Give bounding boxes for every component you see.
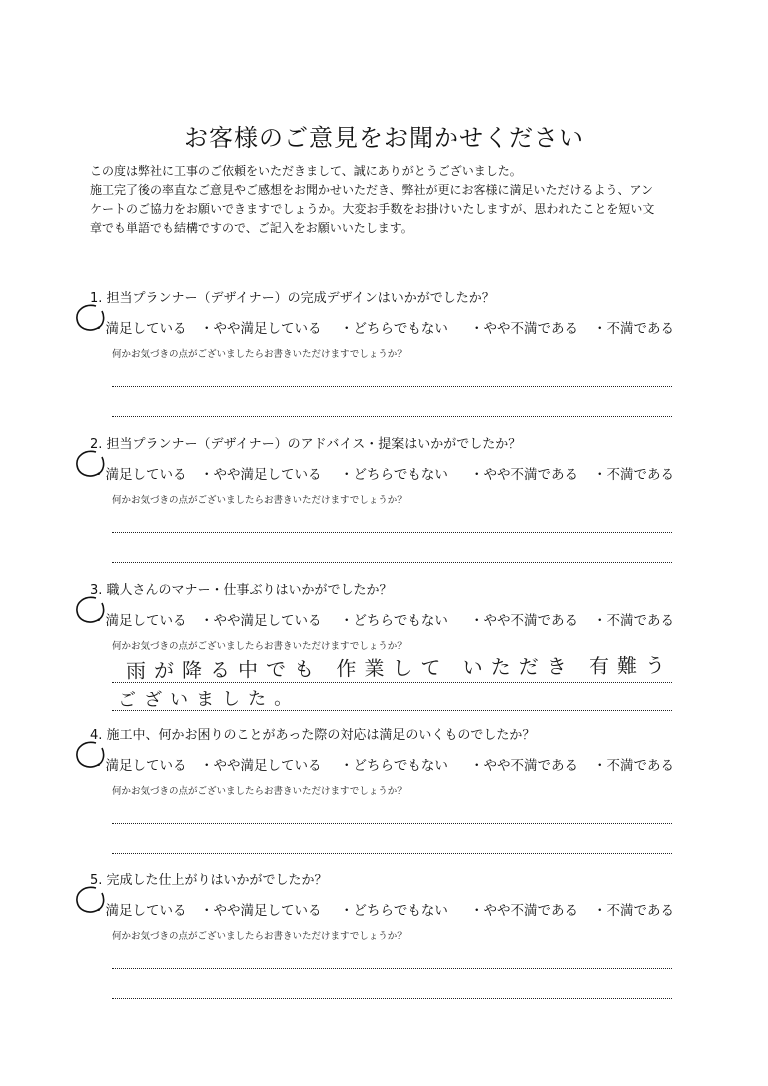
- option-row: [90, 464, 690, 486]
- comment-line[interactable]: [112, 416, 672, 417]
- option-somewhat-dissatisfied[interactable]: ・ やや不満である: [470, 318, 578, 340]
- comment-line[interactable]: [112, 532, 672, 533]
- comment-line[interactable]: [112, 710, 672, 711]
- comment-hint: 何かお気づきの点がございましたらお書きいただけますでしょうか？: [112, 931, 407, 942]
- option-row: [90, 755, 690, 777]
- option-neutral[interactable]: ・ どちらでもない: [340, 318, 448, 340]
- option-somewhat-dissatisfied[interactable]: ・ やや不満である: [470, 610, 578, 632]
- option-neutral[interactable]: ・ どちらでもない: [340, 464, 448, 486]
- option-somewhat-dissatisfied[interactable]: ・ やや不満である: [470, 900, 578, 922]
- comment-line[interactable]: [112, 562, 672, 563]
- option-neutral[interactable]: ・ どちらでもない: [340, 900, 448, 922]
- option-row: [90, 900, 690, 922]
- comment-line[interactable]: [112, 968, 672, 969]
- question-text: 2. 担当プランナー（デザイナー）のアドバイス・提案はいかがでしたか？: [90, 437, 522, 452]
- option-somewhat-dissatisfied[interactable]: ・ やや不満である: [470, 755, 578, 777]
- option-somewhat-satisfied[interactable]: ・ やや満足している: [200, 755, 322, 777]
- question-text: 4. 施工中、何かお困りのことがあった際の対応は満足のいくものでしたか？: [90, 728, 536, 743]
- page-title: お客様のご意見をお聞かせください: [184, 124, 584, 152]
- option-satisfied[interactable]: ・ 満足している: [92, 755, 187, 777]
- option-dissatisfied[interactable]: ・ 不満である: [593, 464, 674, 486]
- comment-line[interactable]: [112, 682, 672, 683]
- intro-line: この度は弊社に工事のご依頼をいただきまして、誠にありがとうございました。: [90, 164, 522, 178]
- option-neutral[interactable]: ・ どちらでもない: [340, 755, 448, 777]
- comment-hint: 何かお気づきの点がございましたらお書きいただけますでしょうか？: [112, 641, 407, 652]
- comment-line[interactable]: [112, 853, 672, 854]
- intro-text: [90, 162, 690, 238]
- question-4: [90, 727, 690, 798]
- option-somewhat-satisfied[interactable]: ・ やや満足している: [200, 610, 322, 632]
- option-dissatisfied[interactable]: ・ 不満である: [593, 755, 674, 777]
- comment-hint: 何かお気づきの点がございましたらお書きいただけますでしょうか？: [112, 349, 407, 360]
- comment-line[interactable]: [112, 998, 672, 999]
- option-satisfied[interactable]: ・ 満足している: [92, 318, 187, 340]
- option-somewhat-satisfied[interactable]: ・ やや満足している: [200, 900, 322, 922]
- comment-hint: 何かお気づきの点がございましたらお書きいただけますでしょうか？: [112, 786, 407, 797]
- option-somewhat-satisfied[interactable]: ・ やや満足している: [200, 318, 322, 340]
- question-5: [90, 872, 690, 943]
- intro-line: ケートのご協力をお願いできますでしょうか。大変お手数をお掛けいたしますが、思われたことを短い文: [90, 202, 655, 216]
- option-dissatisfied[interactable]: ・ 不満である: [593, 610, 674, 632]
- option-row: [90, 318, 690, 340]
- option-neutral[interactable]: ・ どちらでもない: [340, 610, 448, 632]
- intro-line: 施工完了後の率直なご意見やご感想をお聞かせいただき、弊社が更にお客様に満足いただけるよう、アン: [90, 183, 654, 197]
- handwritten-comment-line-2: ございました。: [117, 688, 301, 711]
- question-text: 5. 完成した仕上がりはいかがでしたか？: [90, 873, 328, 888]
- comment-hint: 何かお気づきの点がございましたらお書きいただけますでしょうか？: [112, 495, 407, 506]
- option-satisfied[interactable]: ・ 満足している: [92, 610, 187, 632]
- option-somewhat-dissatisfied[interactable]: ・ やや不満である: [470, 464, 578, 486]
- intro-line: 章でも単語でも結構ですので、ご記入をお願いいたします。: [90, 221, 413, 235]
- question-2: [90, 436, 690, 507]
- option-dissatisfied[interactable]: ・ 不満である: [593, 900, 674, 922]
- question-3: [90, 582, 690, 711]
- option-dissatisfied[interactable]: ・ 不満である: [593, 318, 674, 340]
- question-text: 3. 職人さんのマナー・仕事ぶりはいかがでしたか？: [90, 583, 393, 598]
- option-row: [90, 610, 690, 632]
- handwritten-comment-line-1: 雨が降る中でも 作業して いただき 有難う: [125, 653, 674, 683]
- question-text: 1. 担当プランナー（デザイナー）の完成デザインはいかがでしたか？: [90, 291, 495, 306]
- comment-line[interactable]: [112, 823, 672, 824]
- option-somewhat-satisfied[interactable]: ・ やや満足している: [200, 464, 322, 486]
- option-satisfied[interactable]: ・ 満足している: [92, 464, 187, 486]
- comment-line[interactable]: [112, 386, 672, 387]
- option-satisfied[interactable]: ・ 満足している: [92, 900, 187, 922]
- question-1: [90, 290, 690, 361]
